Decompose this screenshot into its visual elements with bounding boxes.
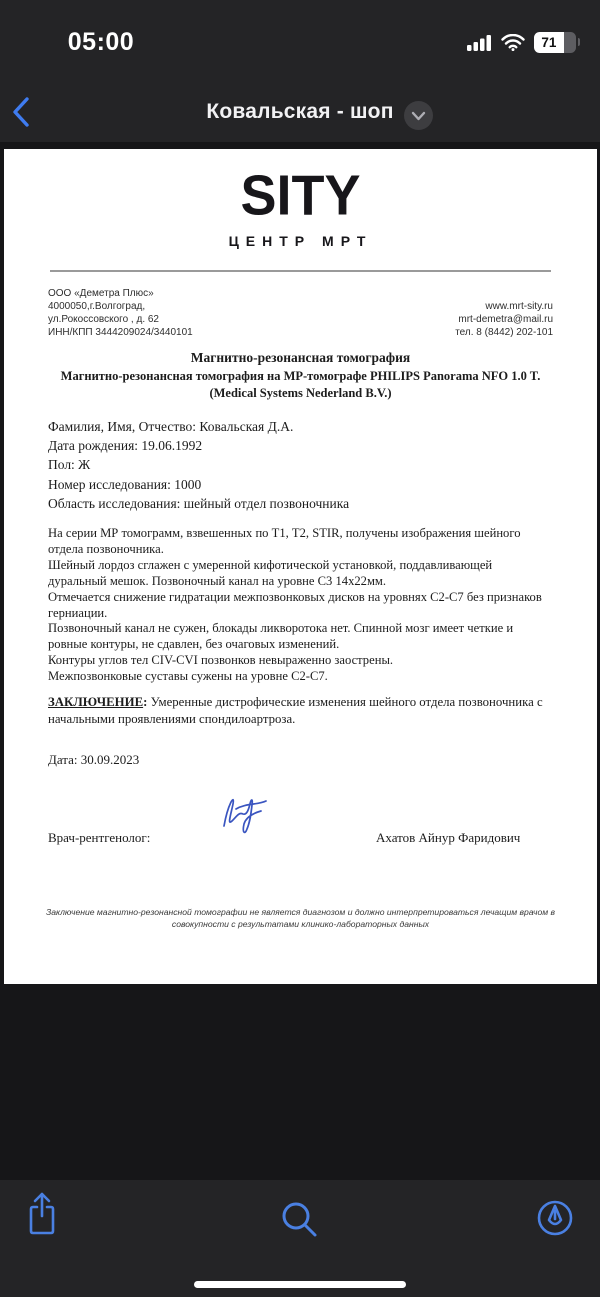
company-address [48,287,193,339]
header-rule [50,270,551,272]
report-subtitle: Магнитно-резонансная томография на МР-томографе PHILIPS Panorama NFO 1.0 T. (Medical Systems Nederland B.V.) [60,369,541,400]
document-page [4,149,597,984]
conclusion-text: Умеренные дистрофические изменения шейного отдела позвоночника с начальными проявлениями спондилоартроза. [48,695,543,726]
company-info [48,287,553,339]
chevron-down-icon [411,111,426,121]
signature-row [48,792,553,852]
findings-paragraph: Шейный лордоз сглажен с умеренной кифотической установкой, поддавливающей дуральный мешок. Позвоночный канал на уровне С3 14х22мм. [48,557,493,588]
search-button[interactable] [278,1198,320,1240]
company-website: www.mrt-sity.ru [485,301,553,312]
patient-name-line: Фамилия, Имя, Отчество: Ковальская Д.А. [48,419,294,434]
conclusion-colon: : [143,695,148,710]
wifi-icon [501,34,525,51]
findings-paragraph: Позвоночный канал не сужен, блокады ликворотока нет. Спинной мозг имеет четкие и ровные контуры, не сдавлен, без очаговых изменений. [48,621,514,652]
markup-pen-icon [536,1199,574,1237]
clinic-logo: SITY [240,164,361,228]
report-title: Магнитно-резонансная томография [190,350,411,365]
battery-nub [578,38,581,46]
markup-button[interactable] [536,1199,574,1237]
company-address-line: ул.Рокоссовского , д. 62 [48,314,159,325]
patient-info [48,417,553,513]
findings-paragraph: На серии МР томограмм, взвешенных по Т1, Т2, STIR, получены изображения шейного отдела позвоночника. [48,526,521,556]
company-address-line: ИНН/КПП 3444209024/3440101 [48,327,193,338]
home-indicator[interactable] [194,1281,406,1288]
share-icon [26,1190,58,1238]
title-dropdown-button[interactable] [404,101,433,130]
company-address-line: 4000050,г.Волгоград, [48,301,146,312]
clinic-logo-tagline: ЦЕНТР МРТ [228,233,373,249]
findings [48,526,553,685]
doctor-label: Врач-рентгенолог: [48,830,151,846]
conclusion [48,694,553,727]
status-icons [467,30,580,54]
search-icon [278,1198,320,1240]
top-bar [0,0,600,142]
chat-title: Ковальская - шоп [206,100,394,123]
conclusion-label: ЗАКЛЮЧЕНИЕ [48,695,144,710]
battery-percent: 71 [541,34,557,50]
patient-sex-line: Пол: Ж [48,457,91,473]
share-button[interactable] [26,1190,58,1238]
findings-paragraph: Отмечается снижение гидратации межпозвонковых дисков на уровнях С2-С7 без признаков герниации. [48,589,542,620]
document-viewer[interactable] [0,142,600,1180]
company-phone: тел. 8 (8442) 202-101 [455,327,553,338]
company-contacts [455,300,553,339]
doctor-name: Ахатов Айнур Фаридович [376,830,521,846]
signature-image [216,788,296,840]
battery-icon [534,32,580,53]
status-time: 05:00 [67,28,135,56]
report-date: Дата: 30.09.2023 [48,752,140,768]
footer-disclaimer: Заключение магнитно-резонансной томографии не является диагнозом и должно интерпретироваться лечащим врачом в совокупности с результатами клинико-лабораторных данных [45,907,556,929]
findings-paragraph: Межпозвонковые суставы сужены на уровне С2-С7. [48,669,328,684]
patient-birthdate-line: Дата рождения: 19.06.1992 [48,438,203,454]
company-email: mrt-demetra@mail.ru [458,314,553,325]
study-number-line: Номер исследования: 1000 [48,476,202,492]
cellular-signal-icon [467,34,492,51]
findings-paragraph: Контуры углов тел CIV-CVI позвонков невыраженно заострены. [48,653,394,668]
study-area-line: Область исследования: шейный отдел позвоночника [48,495,350,511]
company-address-line: ООО «Деметра Плюс» [48,288,154,299]
